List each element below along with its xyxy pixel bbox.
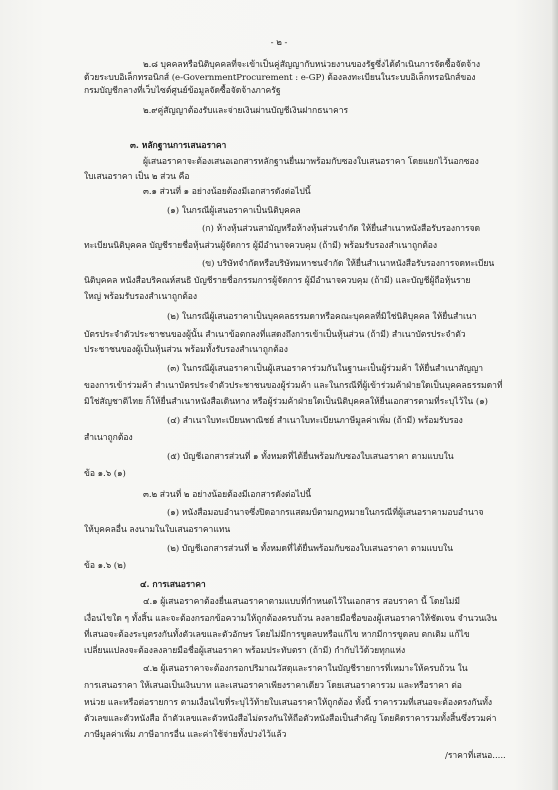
text-line: (๒) บัญชีเอกสารส่วนที่ ๒ ทั้งหมดที่ได้ยื่นพร้อมกับซองใบเสนอราคา ตามแบบใน <box>167 544 453 554</box>
page-edge <box>552 0 558 790</box>
text-line: ๒.๘ บุคคลหรือนิติบุคคลที่จะเข้าเป็นคู่สัญญากับหน่วยงานของรัฐซึ่งได้ดำเนินการจัดซื้อจัดจ้าง <box>143 60 481 70</box>
text-line: ๔.๑ ผู้เสนอราคาต้องยื่นเสนอราคาตามแบบที่กำหนดไว้ในเอกสาร สอบราคา นี้ โดยไม่มี <box>143 597 460 607</box>
text-line: ของการเข้าร่วมค้า สำเนาบัตรประจำตัวประชาชนของผู้ร่วมค้า และในกรณีที่ผู้เข้าร่วมค้าฝ่ายใดเป็นบุคคลธรรมดาที่ <box>84 381 503 391</box>
page-number: - ๒ - <box>270 38 288 48</box>
text-line: ๒.๙คู่สัญญาต้องรับและจ่ายเงินผ่านบัญชีเงินฝากธนาคาร <box>143 106 349 116</box>
text-line: (๑) หนังสือมอบอำนาจซึ่งปิดอากรแสตมป์ตามกฎหมายในกรณีที่ผู้เสนอราคามอบอำนาจ <box>167 508 484 518</box>
text-line: นิติบุคคล หนังสือบริคณห์สนธิ บัญชีรายชื่อกรรมการผู้จัดการ ผู้มีอำนาจควบคุม (ถ้ามี) และบัญชีผู้ถือหุ้นราย <box>84 276 471 286</box>
text-line: ๔.๒ ผู้เสนอราคาจะต้องกรอกปริมาณวัสดุและราคาในบัญชีรายการที่เหมาะให้ครบถ้วน ใน <box>143 664 468 674</box>
text-line: (ข) บริษัทจำกัดหรือบริษัทมหาชนจำกัด ให้ยื่นสำเนาหนังสือรับรองการจดทะเบียน <box>202 259 495 269</box>
text-line: (๓) ในกรณีผู้เสนอราคาเป็นผู้เสนอราคาร่วมกันในฐานะเป็นผู้ร่วมค้า ให้ยื่นสำเนาสัญญา <box>167 364 484 374</box>
text-line: เปลี่ยนแปลงจะต้องลงลายมือชื่อผู้เสนอราคา พร้อมประทับตรา (ถ้ามี) กำกับไว้ด้วยทุกแห่ง <box>84 646 406 656</box>
text-line: ใบเสนอราคา เป็น ๒ ส่วน คือ <box>84 172 190 182</box>
text-line: (๔) สำเนาใบทะเบียนพาณิชย์ สำเนาใบทะเบียนภาษีมูลค่าเพิ่ม (ถ้ามี) พร้อมรับรอง <box>167 416 463 426</box>
text-line: ๓.๑ ส่วนที่ ๑ อย่างน้อยต้องมีเอกสารดังต่อไปนี้ <box>143 187 311 197</box>
text-line: ตัวเลขและตัวหนังสือ ถ้าตัวเลขและตัวหนังสือไม่ตรงกันให้ถือตัวหนังสือเป็นสำคัญ โดยคิดราคารวมทั้งสิ้นซึ่งรวมค่า <box>84 714 497 724</box>
text-line: กรมบัญชีกลางที่เว็บไซต์ศูนย์ข้อมูลจัดซื้อจัดจ้างภาครัฐ <box>84 86 281 96</box>
text-line: ด้วยระบบอิเล็กทรอนิกส์ (e-GovernmentProcurement : e-GP) ต้องลงทะเบียนในระบบอิเล็กทรอนิกส์ของ <box>84 73 476 83</box>
text-line: (๕) บัญชีเอกสารส่วนที่ ๑ ทั้งหมดที่ได้ยื่นพร้อมกับซองใบเสนอราคา ตามแบบใน <box>167 452 454 462</box>
section-heading: ๔. การเสนอราคา <box>140 580 206 590</box>
text-line: ผู้เสนอราคาจะต้องเสนอเอกสารหลักฐานยื่นมาพร้อมกับซองใบเสนอราคา โดยแยกไว้นอกซอง <box>143 157 479 167</box>
text-line: (๑) ในกรณีผู้เสนอราคาเป็นนิติบุคคล <box>167 206 301 216</box>
text-line: ๓.๒ ส่วนที่ ๒ อย่างน้อยต้องมีเอกสารดังต่อไปนี้ <box>143 490 312 500</box>
text-line: ที่เสนอจะต้องระบุตรงกันทั้งตัวเลขและตัวอักษร โดยไม่มีการขูดลบหรือแก้ไข หากมีการขูดลบ ตกเติม แก้ไข <box>84 630 470 640</box>
text-line: ทะเบียนนิติบุคคล บัญชีรายชื่อหุ้นส่วนผู้จัดการ ผู้มีอำนาจควบคุม (ถ้ามี) พร้อมรับรองสำเนาถูกต้อง <box>84 241 438 251</box>
continuation-note: /ราคาที่เสนอ..... <box>445 751 506 761</box>
text-line: ภาษีมูลค่าเพิ่ม ภาษีอากรอื่น และค่าใช้จ่ายทั้งปวงไว้แล้ว <box>84 730 287 740</box>
text-line: หน่วย และหรือต่อรายการ ตามเงื่อนไขที่ระบุไว้ท้ายใบเสนอราคาให้ถูกต้อง ทั้งนี้ ราคารวมที่เสนอจะต้องตรงกันทั้ง <box>84 698 493 708</box>
text-line: สำเนาถูกต้อง <box>84 433 133 443</box>
text-line: เงื่อนไขใด ๆ ทั้งสิ้น และจะต้องกรอกข้อความให้ถูกต้องครบถ้วน ลงลายมือชื่อของผู้เสนอราคาให้ชัดเจน จำนวนเงิน <box>84 614 497 624</box>
text-line: ข้อ ๑.๖ (๒) <box>84 561 127 571</box>
text-line: ข้อ ๑.๖ (๑) <box>84 469 126 479</box>
section-heading: ๓. หลักฐานการเสนอราคา <box>130 141 227 151</box>
text-line: บัตรประจำตัวประชาชนของผู้นั้น สำเนาข้อตกลงที่แสดงถึงการเข้าเป็นหุ้นส่วน (ถ้ามี) สำเนาบัตรประจำตัว <box>84 330 466 340</box>
text-line: (ก) ห้างหุ้นส่วนสามัญหรือห้างหุ้นส่วนจำกัด ให้ยื่นสำเนาหนังสือรับรองการจด <box>202 224 481 234</box>
text-line: ให้บุคคลอื่น ลงนามในใบเสนอราคาแทน <box>84 525 231 535</box>
text-line: การเสนอราคา ให้เสนอเป็นเงินบาท และเสนอราคาเพียงราคาเดียว โดยเสนอราคารวม และหรือราคา ต่อ <box>84 681 462 691</box>
text-line: (๒) ในกรณีผู้เสนอราคาเป็นบุคคลธรรมดาหรือคณะบุคคลที่มิใช่นิติบุคคล ให้ยื่นสำเนา <box>167 312 477 322</box>
text-line: มิใช่สัญชาติไทย ก็ให้ยื่นสำเนาหนังสือเดินทาง หรือผู้ร่วมค้าฝ่ายใดเป็นนิติบุคคลให้ยื่นเอกสารตามที่ระบุไว้ใน (๑) <box>84 397 488 407</box>
text-line: ใหญ่ พร้อมรับรองสำเนาถูกต้อง <box>84 292 198 302</box>
text-line: ประชาชนของผู้เป็นหุ้นส่วน พร้อมทั้งรับรองสำเนาถูกต้อง <box>84 345 288 355</box>
